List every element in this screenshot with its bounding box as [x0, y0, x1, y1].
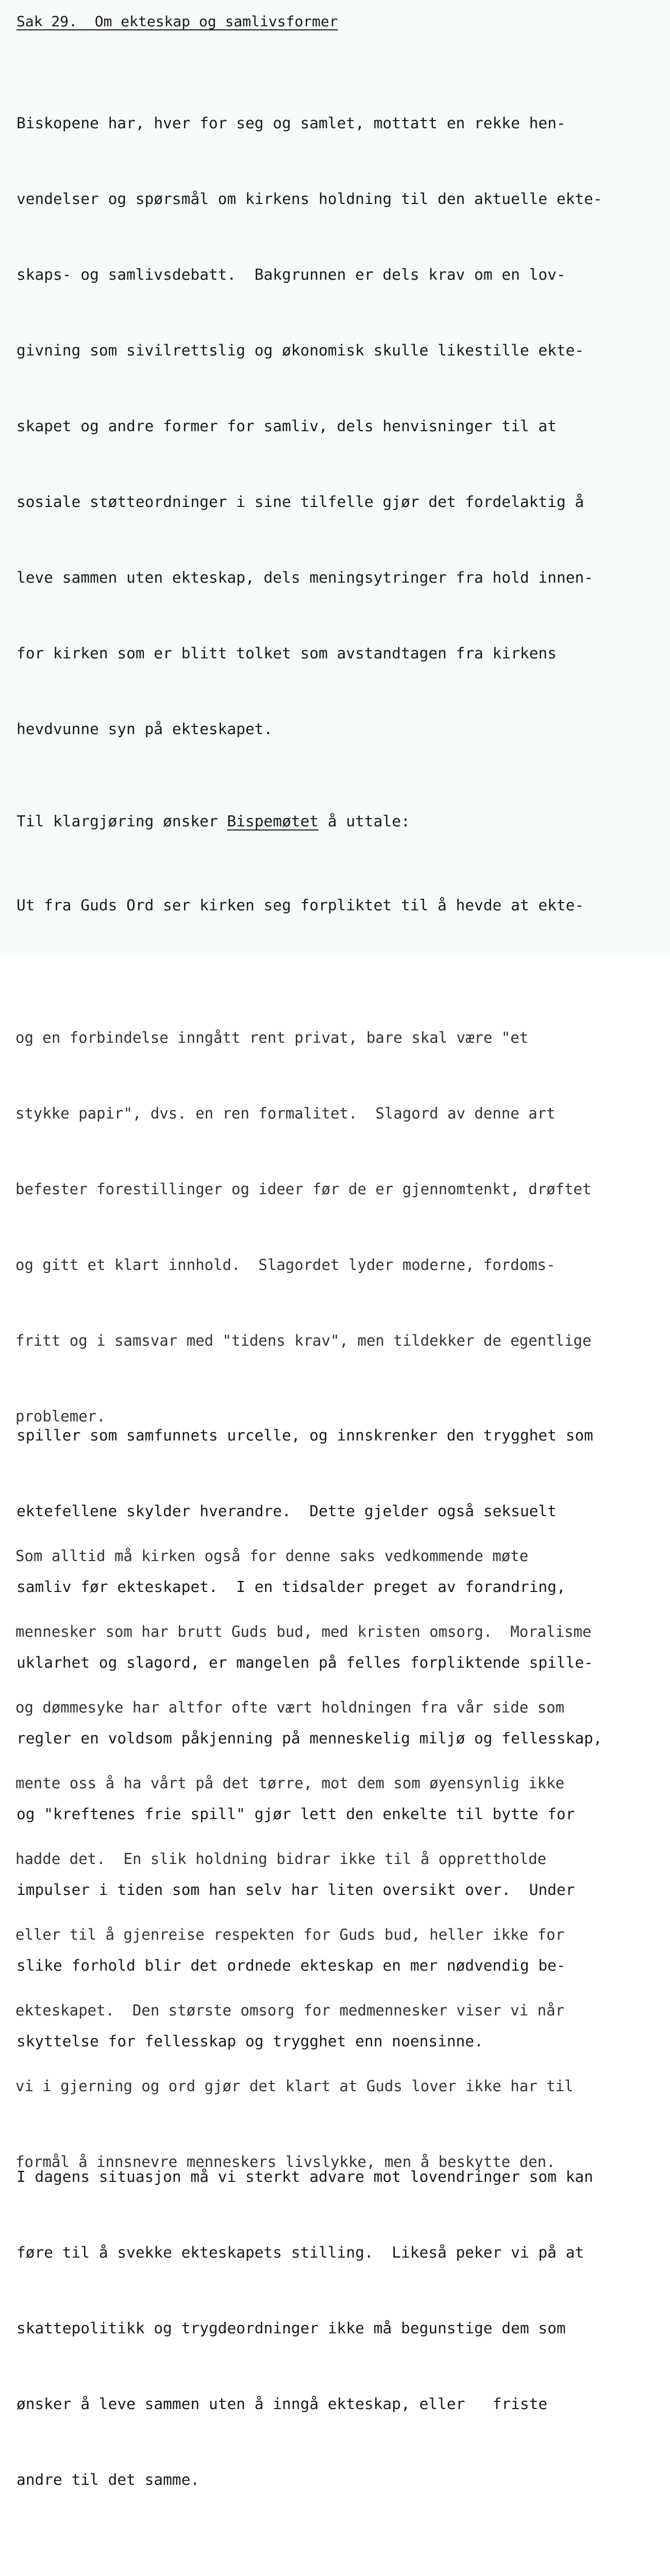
text-line: ønsker å leve sammen uten å inngå ekteskap, eller friste: [16, 2395, 548, 2413]
lead-emphasis: Bispemøtet: [227, 812, 319, 830]
text-line: mente oss å ha vårt på det tørre, mot dem som øyensynlig ikke: [15, 1774, 565, 1792]
text-line: leve sammen uten ekteskap, dels meningsytringer fra hold innen-: [16, 569, 593, 586]
text-line: Biskopene har, hver for seg og samlet, mottatt en rekke hen-: [16, 114, 566, 132]
text-line: givning som sivilrettslig og økonomisk skulle likestille ekte-: [16, 342, 584, 359]
text-line: ektefellene skylder hverandre. Dette gjelder også seksuelt: [16, 1502, 557, 1520]
statement-lead: [16, 809, 670, 834]
text-line: I dagens situasjon må vi sterkt advare mot lovendringer som kan: [16, 2168, 593, 2185]
text-line: vi i gjerning og ord gjør det klart at Guds lover ikke har til: [15, 2077, 574, 2095]
text-line: hadde det. En slik holdning bidrar ikke til å opprettholde: [15, 1850, 547, 1868]
continuation-paragraph-1: [15, 975, 670, 1480]
text-line: sosiale støtteordninger i sine tilfelle gjør det fordelaktig å: [16, 493, 584, 511]
text-line: vendelser og spørsmål om kirkens holdning til den aktuelle ekte-: [16, 190, 602, 208]
text-line: skattepolitikk og trygdeordninger ikke må begunstige dem som: [16, 2319, 566, 2337]
text-line: skaps- og samlivsdebatt. Bakgrunnen er dels krav om en lov-: [16, 266, 566, 283]
text-line: skyttelse for fellesskap og trygghet enn noensinne.: [16, 2032, 483, 2050]
text-line: stykke papir", dvs. en ren formalitet. Slagord av denne art: [15, 1105, 556, 1122]
text-line: og dømmesyke har altfor ofte vært holdningen fra vår side som: [15, 1699, 565, 1716]
text-line: og en forbindelse inngått rent privat, bare skal være "et: [15, 1029, 529, 1046]
text-line: formål å innsnevre menneskers livslykke, men å beskytte den.: [15, 2153, 556, 2171]
text-line: hevdvunne syn på ekteskapet.: [16, 720, 273, 738]
intro-paragraph: [16, 60, 670, 792]
text-line: uklarhet og slagord, er mangelen på felles forpliktende spille-: [16, 1654, 593, 1671]
text-line: Ut fra Guds Ord ser kirken seg forpliktet til å hevde at ekte-: [16, 896, 584, 914]
continuation-paragraph-2: [15, 1493, 670, 2225]
text-line: impulser i tiden som han selv har liten oversikt over. Under: [16, 1881, 575, 1899]
text-line: for kirken som er blitt tolket som avstandtagen fra kirkens: [16, 645, 557, 662]
text-line: slike forhold blir det ordnede ekteskap en mer nødvendig be-: [16, 1957, 566, 1974]
text-line: og "kreftenes frie spill" gjør lett den enkelte til bytte for: [16, 1805, 575, 1823]
text-line: problemer.: [15, 1408, 106, 1425]
text-line: Som alltid må kirken også for denne saks vedkommende møte: [15, 1547, 529, 1565]
lead-before: Til klargjøring ønsker: [16, 812, 227, 830]
text-line: eller til å gjenreise respekten for Guds bud, heller ikke for: [15, 1926, 565, 1943]
statement-paragraph-3: [16, 2552, 670, 2576]
text-line: andre til det samme.: [16, 2471, 200, 2488]
text-line: og gitt et klart innhold. Slagordet lyder moderne, fordoms-: [15, 1256, 556, 1274]
document-title: Sak 29. Om ekteskap og samlivsformer: [16, 13, 338, 30]
text-line: fritt og i samsvar med "tidens krav", men tildekker de egentlige: [15, 1332, 592, 1349]
text-line: spiller som samfunnets urcelle, og innskrenker den trygghet som: [16, 1427, 593, 1444]
text-line: ekteskapet. Den største omsorg for medmennesker viser vi når: [15, 2002, 565, 2019]
text-line: regler en voldsom påkjenning på menneskelig miljø og fellesskap,: [16, 1730, 602, 1747]
text-line: skapet og andre former for samliv, dels henvisninger til at: [16, 417, 557, 435]
lead-after: å uttale:: [319, 812, 410, 830]
text-line: samliv før ekteskapet. I en tidsalder preget av forandring,: [16, 1578, 566, 1596]
text-line: føre til å svekke ekteskapets stilling. Likeså peker vi på at: [16, 2244, 584, 2261]
text-line: befester forestillinger og ideer før de er gjennomtenkt, drøftet: [15, 1180, 592, 1198]
text-line: mennesker som har brutt Guds bud, med kristen omsorg. Moralisme: [15, 1623, 592, 1640]
